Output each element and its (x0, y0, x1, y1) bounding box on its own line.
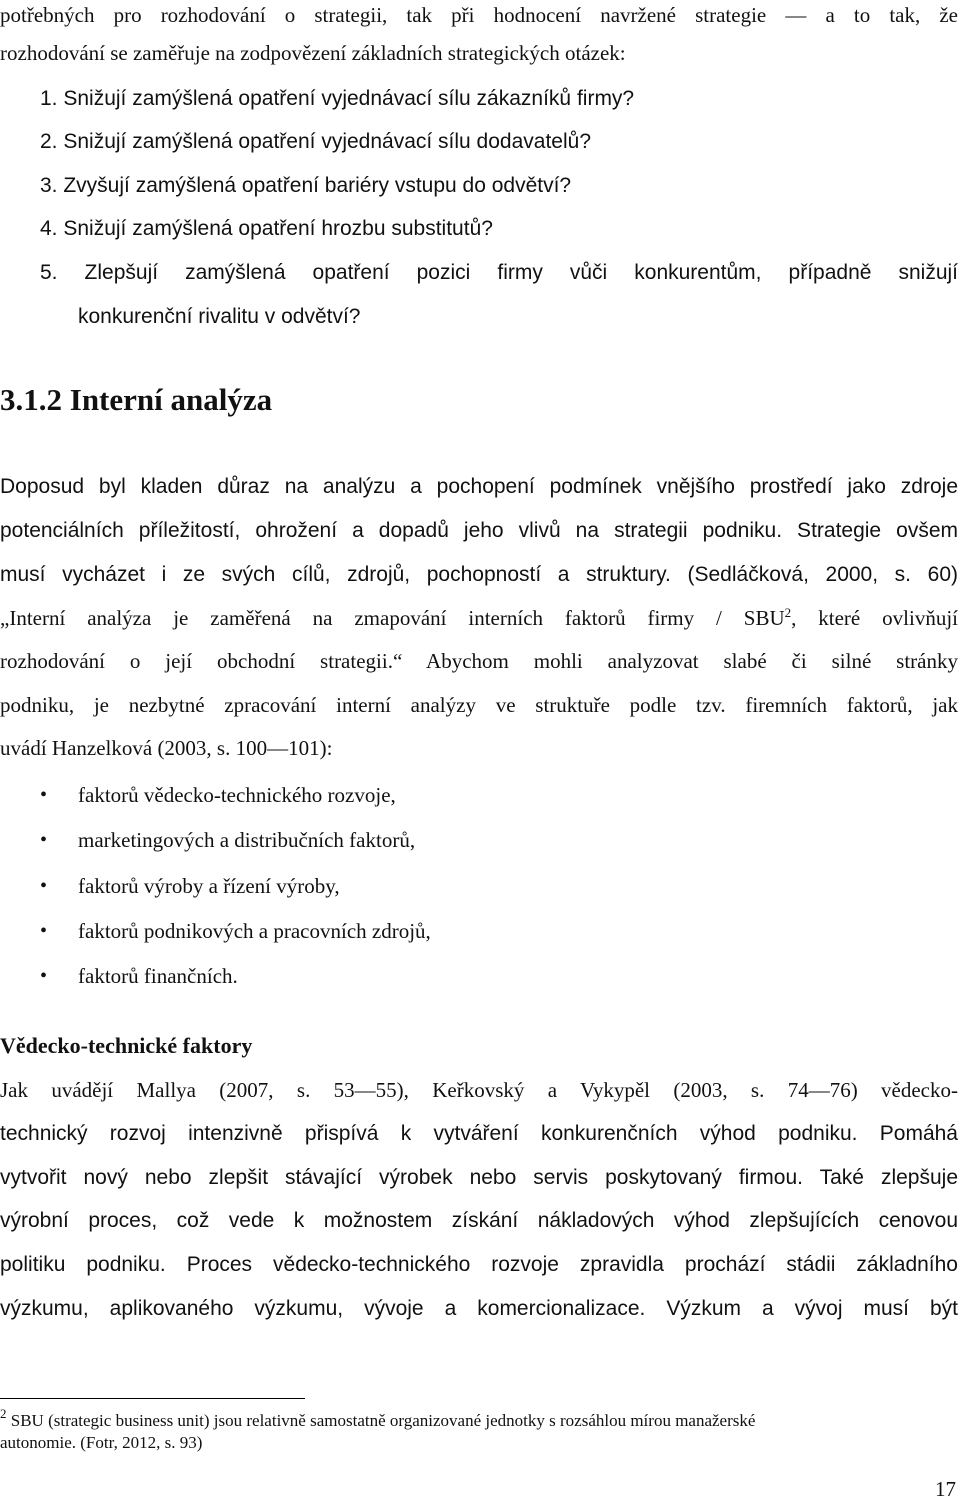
footnote-line (0, 1406, 958, 1432)
body-text-line (0, 1162, 958, 1193)
body-text-line: výrobní proces, což vede k možnostem získání nákladových výhod zlepšujících cenovou (0, 1209, 958, 1232)
body-text-line: podniku, je nezbytné zpracování interní analýzy ve struktuře podle tzv. firemních faktorů, jak (0, 693, 958, 717)
footnote-divider (0, 1398, 305, 1399)
text-segment: politiku podniku. (0, 1253, 166, 1276)
footnote-ref: 2 (784, 605, 792, 620)
bullet-icon: • (40, 875, 48, 897)
bullet-icon: • (40, 829, 48, 851)
bullet-icon: • (40, 965, 48, 987)
body-text-line: rozhodování se zaměřuje na zodpovězení základních strategických otázek: (0, 41, 626, 65)
body-text-line (0, 1118, 958, 1149)
text-segment: vytvořit nový nebo zlepšit stávající výrobek nebo servis poskytovaný firmou. (0, 1166, 803, 1189)
body-text-line: uvádí Hanzelková (2003, s. 100—101): (0, 736, 333, 760)
bullet-icon: • (40, 784, 48, 806)
text-segment: Pomáhá (857, 1122, 958, 1145)
list-item: faktorů vědecko-technického rozvoje, (78, 783, 396, 807)
body-text-line (0, 1249, 958, 1280)
section-heading: 3.1.2 Interní analýza (0, 382, 273, 417)
list-item: faktorů výroby a řízení výroby, (78, 874, 340, 898)
text-segment: výzkumu, aplikovaného výzkumu, vývoje a komercionalizace. (0, 1297, 646, 1320)
body-text-line: Jak uvádějí Mallya (2007, s. 53—55), Keřkovský a Vykypěl (2003, s. 74—76) vědecko- (0, 1078, 958, 1102)
body-text-line (0, 603, 958, 633)
text-segment: Výzkum a vývoj musí být (645, 1297, 958, 1320)
subheading: Vědecko-technické faktory (0, 1033, 253, 1058)
question-5: 5. Zlepšují zamýšlená opatření pozici firmy vůči konkurentům, případně snižují (40, 261, 958, 284)
page-number: 17 (935, 1477, 956, 1501)
text-segment: musí vycházet i ze svých cílů, zdrojů, pochopností a struktury. (0, 563, 671, 586)
footnote-number: 2 (0, 1406, 7, 1421)
text-segment: „Interní analýza je zaměřená na zmapování interních faktorů firmy / SBU (0, 606, 785, 630)
body-text-line (0, 1293, 958, 1324)
question-5-continued: konkurenční rivalitu v odvětví? (78, 305, 361, 328)
question-2: 2. Snižují zamýšlená opatření vyjednávací sílu dodavatelů? (40, 130, 591, 153)
text-segment: Strategie ovšem (782, 519, 958, 542)
text-segment: (Sedláčková, 2000, s. 60) (670, 563, 958, 586)
text-segment: Abychom mohli analyzovat slabé či silné stránky (402, 649, 958, 673)
question-1: 1. Snižují zamýšlená opatření vyjednávací sílu zákazníků firmy? (40, 87, 635, 110)
text-segment: rozhodování o její obchodní strategii.“ (0, 649, 403, 673)
body-text-line: Doposud byl kladen důraz na analýzu a pochopení podmínek vnějšího prostředí jako zdroje (0, 475, 958, 498)
text-segment: , které ovlivňují (791, 606, 958, 630)
bullet-icon: • (40, 920, 48, 942)
body-text-line (0, 515, 958, 546)
list-item: marketingových a distribučních faktorů, (78, 828, 416, 852)
list-item: faktorů finančních. (78, 964, 238, 988)
body-text-line (0, 559, 958, 590)
text-segment: potenciálních příležitostí, ohrožení a dopadů jeho vlivů na strategii podniku. (0, 519, 783, 542)
body-text-line (0, 646, 958, 676)
list-item: faktorů podnikových a pracovních zdrojů, (78, 919, 431, 943)
footnote-line: autonomie. (Fotr, 2012, s. 93) (0, 1433, 203, 1452)
text-segment: Také zlepšuje (803, 1166, 958, 1189)
body-text-line: potřebných pro rozhodování o strategii, tak při hodnocení navržené strategie — a to tak, že (0, 3, 958, 27)
text-segment: technický rozvoj intenzivně přispívá k vytváření konkurenčních výhod podniku. (0, 1122, 858, 1145)
footnote-text: SBU (strategic business unit) jsou relativně samostatně organizované jednotky s rozsáhlou mírou manažerské (6, 1411, 756, 1430)
text-segment: Proces vědecko-technického rozvoje zpravidla prochází stádii základního (165, 1253, 958, 1276)
question-3: 3. Zvyšují zamýšlená opatření bariéry vstupu do odvětví? (40, 174, 572, 197)
question-4: 4. Snižují zamýšlená opatření hrozbu substitutů? (40, 217, 493, 240)
